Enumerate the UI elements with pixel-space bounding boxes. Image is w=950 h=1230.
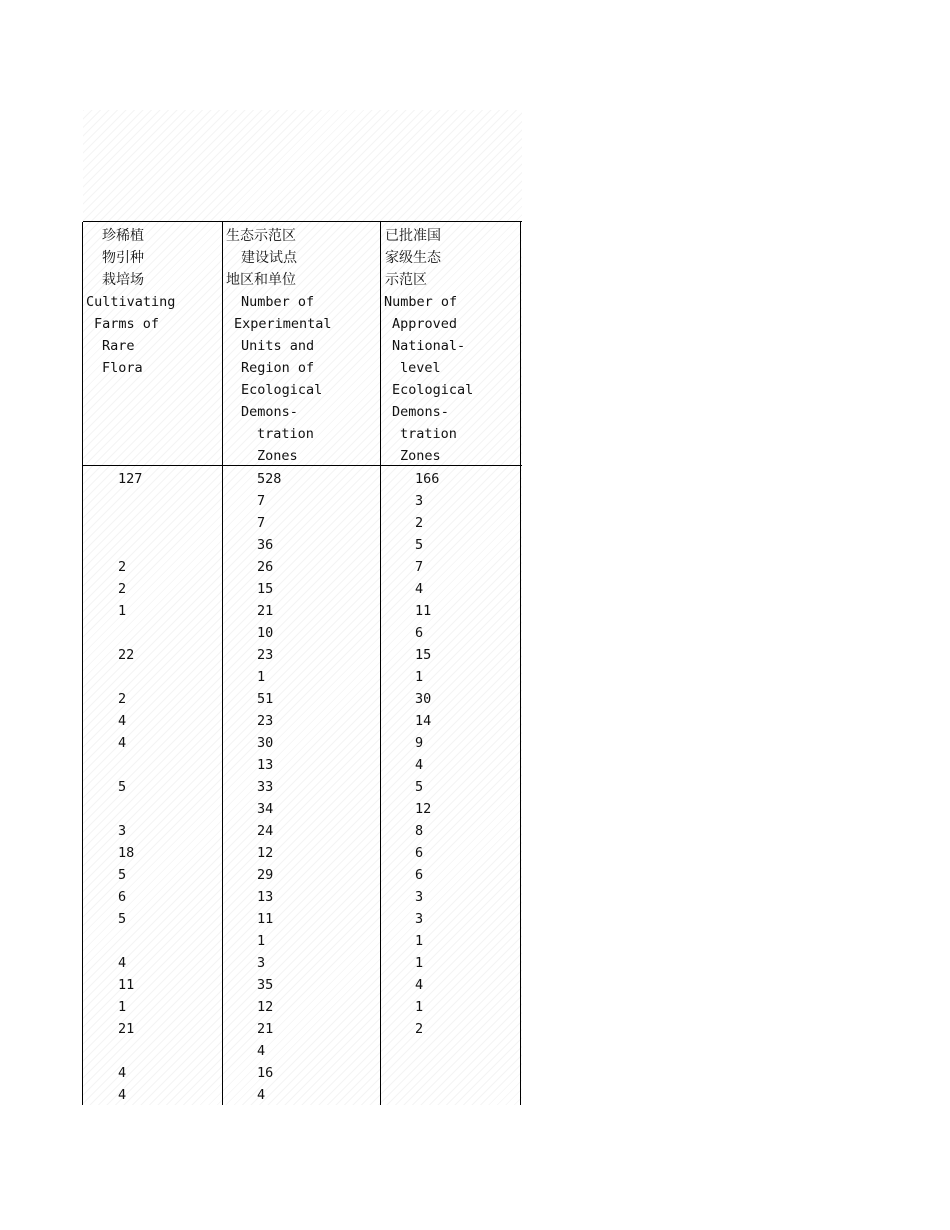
header-col2-en-line: Demons-: [241, 404, 298, 420]
table-cell-col3: 11: [415, 603, 432, 619]
table-cell-col3: 14: [415, 713, 432, 729]
table-cell-col3: 4: [415, 977, 424, 993]
header-col2-en-line: Units and: [241, 338, 315, 354]
table-cell-col1: 5: [118, 867, 127, 883]
header-col3-en-line: Zones: [400, 448, 441, 464]
table-cell-col1: 1: [118, 603, 127, 619]
table-cell-col1: 2: [118, 559, 127, 575]
table-cell-col2: 51: [257, 691, 274, 707]
table-cell-col3: 1: [415, 999, 424, 1015]
header-col1-zh-line: 珍稀植: [102, 228, 144, 244]
table-cell-col2: 36: [257, 537, 274, 553]
header-col1-zh-line: 栽培场: [102, 272, 144, 288]
table-cell-col3: 15: [415, 647, 432, 663]
table-cell-col2: 12: [257, 845, 274, 861]
header-col3-en-line: Ecological: [392, 382, 474, 398]
table-cell-col1: 6: [118, 889, 127, 905]
header-col3-zh-line: 已批准国: [385, 228, 441, 244]
data-table: [83, 221, 522, 1105]
table-cell-col3: 4: [415, 757, 424, 773]
table-cell-col1: 1: [118, 999, 127, 1015]
header-col2-en-line: Zones: [257, 448, 298, 464]
table-cell-col1: 4: [118, 1087, 127, 1103]
table-cell-col1: 127: [118, 471, 143, 487]
table-cell-col2: 4: [257, 1087, 266, 1103]
table-cell-col3: 6: [415, 625, 424, 641]
table-cell-col3: 5: [415, 779, 424, 795]
table-cell-col1: 18: [118, 845, 135, 861]
table-cell-col2: 23: [257, 713, 274, 729]
header-col3-zh-line: 家级生态: [385, 250, 441, 266]
table-cell-col1: 5: [118, 911, 127, 927]
header-col3-en-line: National-: [392, 338, 466, 354]
header-col2-en-line: Region of: [241, 360, 315, 376]
table-cell-col3: 12: [415, 801, 432, 817]
header-col2-zh-line: 生态示范区: [226, 228, 296, 244]
table-cell-col3: 1: [415, 955, 424, 971]
header-col2-zh-line: 地区和单位: [226, 272, 296, 288]
table-cell-col1: 11: [118, 977, 135, 993]
table-cell-col3: 30: [415, 691, 432, 707]
header-col3-en-line: Approved: [392, 316, 458, 332]
table-cell-col2: 16: [257, 1065, 274, 1081]
header-col3-en-line: Number of: [384, 294, 458, 310]
table-cell-col1: 4: [118, 1065, 127, 1081]
table-cell-col3: 8: [415, 823, 424, 839]
column-divider-2: [380, 222, 381, 1105]
header-col2-zh-line: 建设试点: [241, 250, 297, 266]
header-col2-en-line: Number of: [241, 294, 315, 310]
table-cell-col3: 1: [415, 669, 424, 685]
table-cell-col1: 2: [118, 691, 127, 707]
table-cell-col2: 7: [257, 493, 266, 509]
table-cell-col2: 34: [257, 801, 274, 817]
column-divider-1: [222, 222, 223, 1105]
table-cell-col2: 10: [257, 625, 274, 641]
table-cell-col2: 1: [257, 669, 266, 685]
table-cell-col3: 166: [415, 471, 440, 487]
header-col2-en-line: tration: [257, 426, 314, 442]
table-cell-col2: 12: [257, 999, 274, 1015]
header-col1-en-line: Flora: [102, 360, 143, 376]
table-cell-col2: 15: [257, 581, 274, 597]
table-cell-col2: 1: [257, 933, 266, 949]
table-cell-col2: 35: [257, 977, 274, 993]
table-cell-col2: 26: [257, 559, 274, 575]
header-col1-en-line: Rare: [102, 338, 135, 354]
table-cell-col1: 22: [118, 647, 135, 663]
header-col1-en-line: Farms of: [94, 316, 160, 332]
header-col2-en-line: Experimental: [234, 316, 332, 332]
table-cell-col2: 528: [257, 471, 282, 487]
table-cell-col1: 3: [118, 823, 127, 839]
table-cell-col3: 3: [415, 889, 424, 905]
table-cell-col1: 2: [118, 581, 127, 597]
table-cell-col2: 13: [257, 757, 274, 773]
header-col1-zh-line: 物引种: [102, 250, 144, 266]
header-col3-en-line: Demons-: [392, 404, 449, 420]
header-col1-en-line: Cultivating: [86, 294, 176, 310]
table-cell-col3: 9: [415, 735, 424, 751]
table-border-right: [520, 222, 521, 1105]
table-cell-col2: 21: [257, 1021, 274, 1037]
table-border-left: [82, 222, 83, 1105]
table-cell-col3: 4: [415, 581, 424, 597]
table-cell-col2: 21: [257, 603, 274, 619]
header-col2-en-line: Ecological: [241, 382, 323, 398]
table-cell-col2: 29: [257, 867, 274, 883]
table-cell-col3: 3: [415, 493, 424, 509]
table-cell-col3: 5: [415, 537, 424, 553]
table-cell-col2: 24: [257, 823, 274, 839]
table-cell-col3: 1: [415, 933, 424, 949]
table-cell-col1: 4: [118, 955, 127, 971]
table-cell-col2: 11: [257, 911, 274, 927]
table-cell-col3: 7: [415, 559, 424, 575]
table-cell-col2: 13: [257, 889, 274, 905]
table-cell-col3: 2: [415, 1021, 424, 1037]
table-cell-col1: 21: [118, 1021, 135, 1037]
header-divider: [83, 465, 522, 466]
table-cell-col2: 23: [257, 647, 274, 663]
table-cell-col2: 7: [257, 515, 266, 531]
table-cell-col3: 2: [415, 515, 424, 531]
table-cell-col1: 4: [118, 735, 127, 751]
table-cell-col3: 6: [415, 845, 424, 861]
table-cell-col3: 3: [415, 911, 424, 927]
table-cell-col1: 4: [118, 713, 127, 729]
header-col3-zh-line: 示范区: [385, 272, 427, 288]
table-cell-col2: 30: [257, 735, 274, 751]
table-cell-col1: 5: [118, 779, 127, 795]
table-cell-col2: 33: [257, 779, 274, 795]
table-cell-col2: 4: [257, 1043, 266, 1059]
table-cell-col3: 6: [415, 867, 424, 883]
table-cell-col2: 3: [257, 955, 266, 971]
header-col3-en-line: level: [400, 360, 441, 376]
header-col3-en-line: tration: [400, 426, 457, 442]
